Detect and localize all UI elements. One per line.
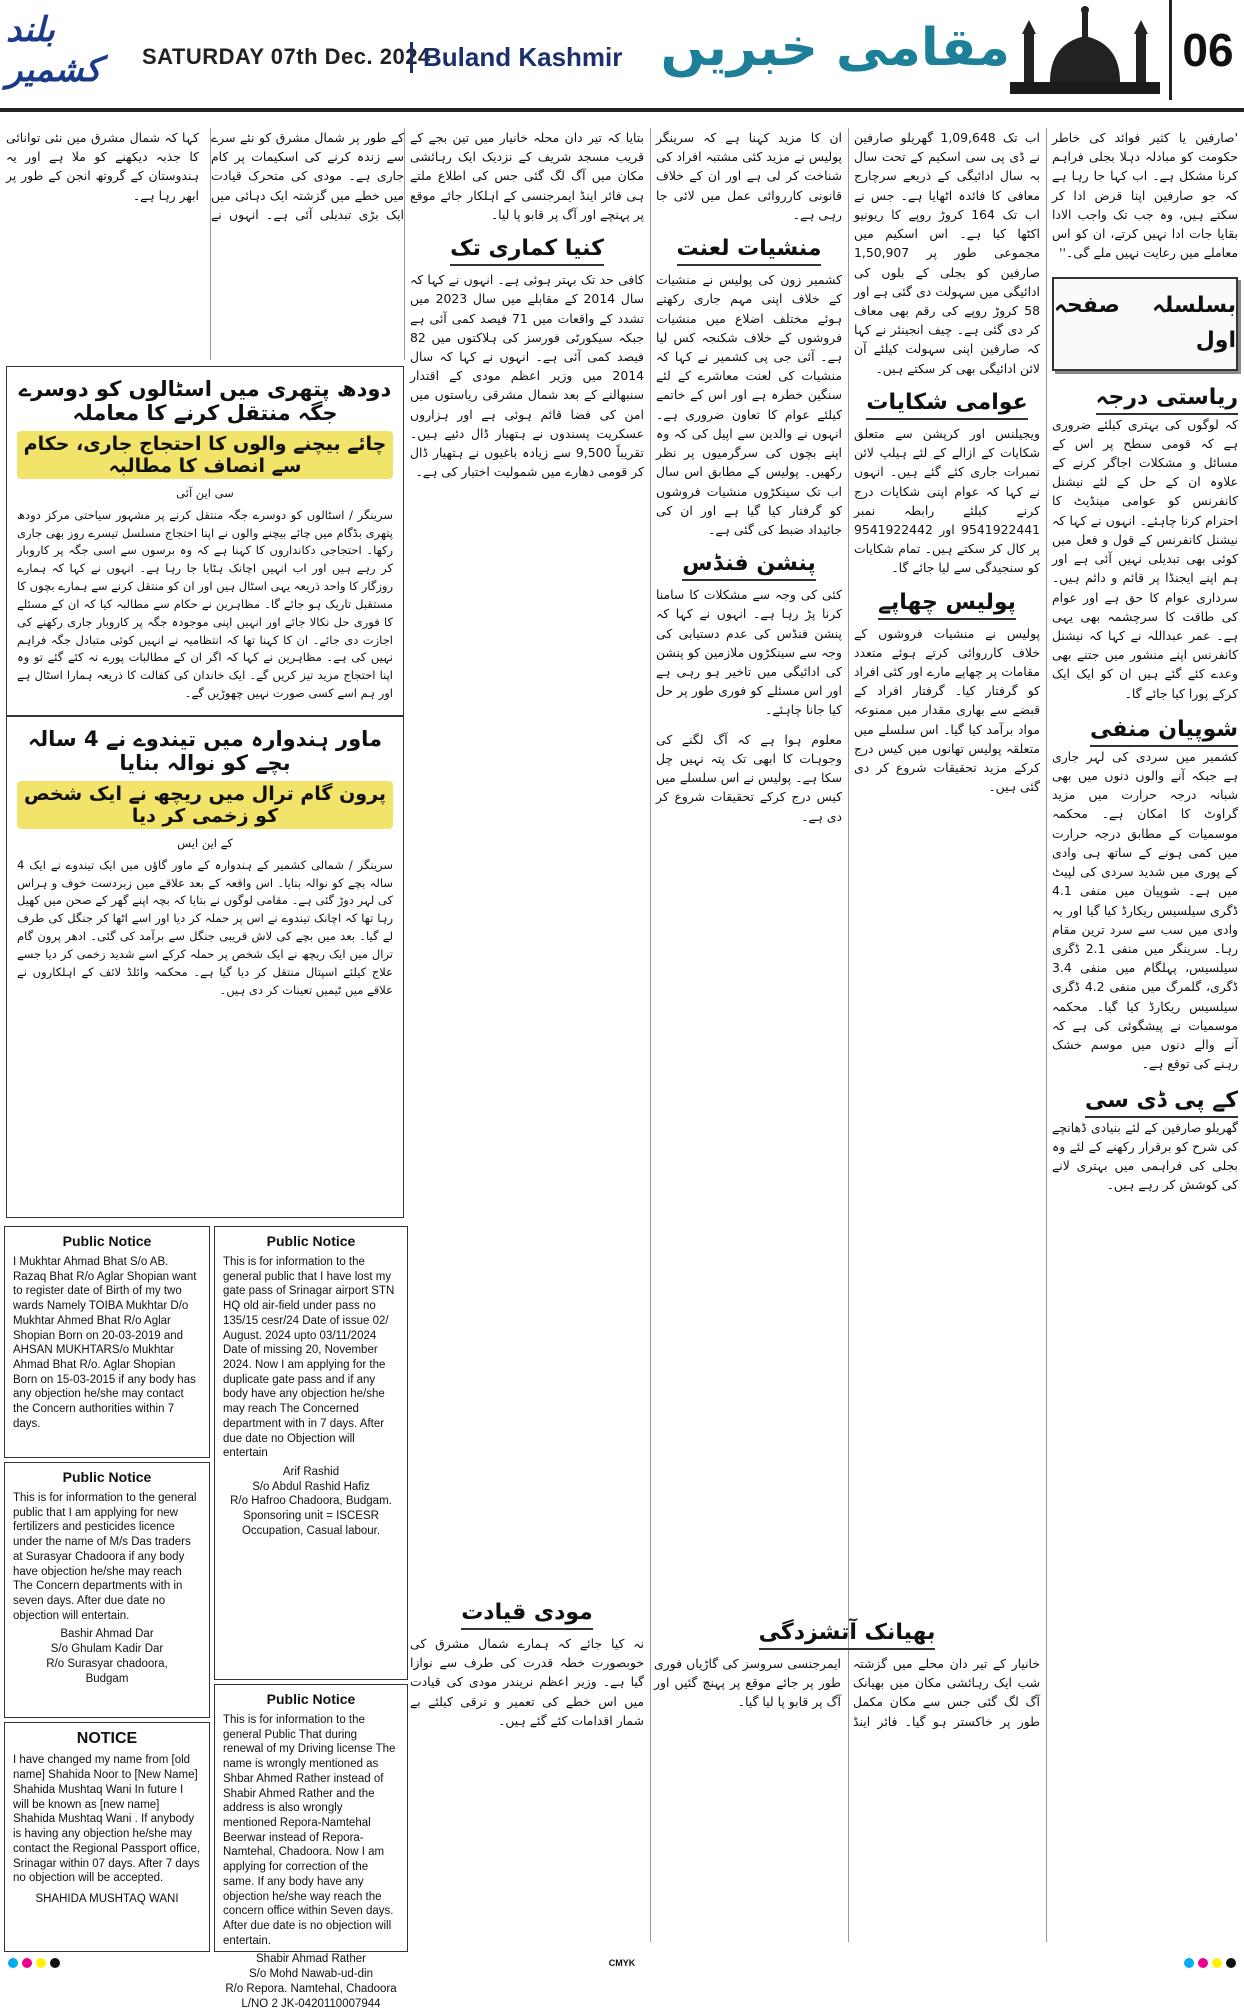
- notice-body: This is for information to the general public that I have lost my gate pass of Srinagar airport STN HQ old air-field under pass no 135/15 cesr/24 Date of issue 02/ August. 2024 upto 03/11/2024 Date of missing 20, November 2024. Now I am applying for the duplicate gate pass and if any body have any objection he/she may reach The Concerned department with in 7 days. After due date no Objection will entertain: [223, 1255, 395, 1460]
- story-subheadline: پرون گام ترال میں ریچھ نے ایک شخص کو زخمی کر دیا: [17, 781, 393, 829]
- color-swatches: [0, 1958, 68, 1968]
- story-body: سرینگر / شمالی کشمیر کے ہندوارہ کے ماور گاؤں میں ایک تیندوے نے ایک 4 سالہ بچے کو نوالہ بنایا۔ اس واقعہ کے بعد علاقے میں زبردست خوف و ہراس کی لہر دوڑ گئی ہے۔ مقامی لوگوں نے بتایا کہ بچہ اپنے گھر کے صحن میں کھیل رہا تھا کہ اچانک تیندوے نے اس پر حملہ کر دیا اور اسے اٹھا کر جنگل کی طرف لے گیا۔ بعد میں بچے کی لاش قریبی جنگل سے برآمد کی گئی۔ ادھر پرون گام ترال میں ایک ریچھ نے ایک شخص پر حملہ کرکے اسے شدید زخمی کر دیا جسے علاج کیلئے اسپتال منتقل کر دیا گیا ہے۔ محکمہ وائلڈ لائف کے اہلکاروں نے علاقے میں ٹیمیں تعینات کر دی ہیں۔: [17, 857, 393, 997]
- article-text: گھریلو صارفین کے لئے بنیادی ڈھانچے کی شرح کو برقرار رکھنے کے لئے وہ بجلی کی فراہمی میں بہتری لانے کی کوشش کر رہے ہیں۔: [1052, 1119, 1238, 1193]
- public-notice-licence: [4, 1462, 210, 1718]
- article-text: اب تک 1,09,648 گھریلو صارفین نے ڈی پی سی اسکیم کے تحت سال بہ سال ادائیگی کے ذریعے سرچارج معافی کا فائدہ اٹھایا ہے۔ جس نے اب تک 164 کروڑ روپے کا ریونیو اکٹھا کیا ہے۔ اس اسکیم میں مجموعی طور پر 1,50,907 صارفین کو بجلی کے بلوں کی ادائیگی میں سہولت دی گئی ہے اور 58 کروڑ روپے کی رقم بھی معاف کر دی گئی ہے۔ چیف انجینئر نے کہا کہ صارفین اپنی سہولت کیلئے آن لائن ادائیگی بھی کر سکتے ہیں۔: [854, 130, 1040, 376]
- page-number: 06: [1169, 0, 1244, 100]
- story-box-leopard-attack: [6, 716, 404, 1218]
- section-title: مقامی خبریں: [660, 18, 1010, 78]
- public-notice-birth-registration: [4, 1226, 210, 1458]
- article-text: بتایا کہ تیر دان محلہ خانیار میں تین بجے کے قریب مسجد شریف کے نزدیک ایک رہائشی مکان میں آگ لگ گئی جس کی اطلاع ملتے ہی فائر اینڈ ایمرجنسی کے اہلکار جائے موقع پر پہنچے اور آگ پر قابو پا لیا۔: [410, 130, 644, 222]
- section-heading: شوپیان منفی: [1090, 717, 1238, 747]
- print-registration-strip: [0, 1954, 1244, 1972]
- notice-body: I Mukhtar Ahmad Bhat S/o AB. Razaq Bhat R/o Aglar Shopian want to register date of Birth of my two wards Namely TOIBA Mukhtar D/o Mukhtar Ahmed Bhat R/o Aglar Shopian Born on 20-03-2019 and AHSAN MUKHTARS/o Mukhtar Ahmad Bhat R/o. Aglar Shopian Born on 15-03-2015 if any body has any objection he/she may contact the Concern authorities within 7 days.: [13, 1255, 197, 1430]
- column-2: [854, 128, 1040, 797]
- story-body: سرینگر / اسٹالوں کو دوسرے جگہ منتقل کرنے پر مشہور سیاحتی مرکز دودھ پتھری بڈگام میں چائے بیچنے والوں نے اپنا احتجاج مسلسل تیسرے روز بھی جاری رکھا۔ احتجاجی دکانداروں کا کہنا ہے کہ وہ برسوں سے اسی جگہ پر کاروبار کر رہے ہیں اور اب انہیں اچانک ہٹایا جا رہا ہے۔ انہوں نے کہا کہ ہمارے روزگار کا واحد ذریعہ یہی اسٹال ہیں اور ان کو منتقل کرنے سے ہمارے بچوں کا مستقبل تاریک ہو جائے گا۔ مظاہرین نے حکام سے مطالبہ کیا کہ ان کے مسئلے کا فوری حل نکالا جائے اور انہیں اپنی موجودہ جگہ پر کاروبار جاری رکھنے کی اجازت دی جائے۔ ان کا کہنا تھا کہ انتظامیہ نے انہیں کوئی متبادل جگہ فراہم نہیں کی ہے۔ مظاہرین نے کہا کہ اگر ان کے مطالبات پورے نہ کئے گئے تو وہ اپنا احتجاج مزید تیز کریں گے۔ ایک خاندان کی کفالت کا ذریعہ ہمارا اسٹال ہے اور ہم اسے کسی صورت نہیں چھوڑیں گے۔: [17, 507, 393, 700]
- newspaper-logo: بلند کشمیر: [6, 10, 102, 90]
- notice-body: This is for information to the general public that I am applying for new fertilizers and pesticides licence under the name of M/s Das traders at Surasyar Chadoora if any body have objection he/she may reach The Concern departments with in seven days. After due date no objection will entertain.: [13, 1491, 197, 1622]
- article-text: ان کا مزید کہنا ہے کہ سرینگر پولیس نے مزید کئی مشتبہ افراد کی شناخت کر لی ہے اور ان کے خلاف قانونی کارروائی عمل میں لائی جا رہی ہے۔: [656, 130, 842, 222]
- continuation-tag: بسلسلہ صفحہ اول: [1054, 293, 1236, 353]
- section-heading: کنیا کماری تک: [450, 236, 604, 266]
- public-notice-driving-license: [214, 1684, 408, 2010]
- article-text: نہ کیا جائے کہ ہمارے شمال مشرق کی خوبصورت خطہ قدرت کی طرف سے نوازا گیا ہے۔ وزیر اعظم نریندر مودی کی قیادت میں اس خطے کی تعمیر و ترقی کیلئے بے شمار اقدامات کئے گئے ہیں۔: [410, 1636, 644, 1728]
- notice-signature: SHAHIDA MUSHTAQ WANI: [35, 1892, 179, 1905]
- story-credit: کے این ایس: [177, 836, 233, 850]
- notice-body: I have changed my name from [old name] Shahida Noor to [New Name] Shahida Mushtaq Wani In future I will be known as [new name] Shahida Mushtaq Wani . If anybody is having any objection he/she may contact the Regional Passport office, Srinagar within 07 days. After 7 days no objection will be accepted.: [13, 1754, 201, 1885]
- date-line: SATURDAY 07th Dec. 2024: [142, 44, 431, 69]
- notice-title: Public Notice: [266, 1691, 356, 1707]
- article-text: کافی حد تک بہتر ہوئی ہے۔ انہوں نے کہا کہ سال 2014 کے مقابلے میں سال 2023 میں تشدد کے واقعات میں 71 فیصد کمی آئی ہے جبکہ سیکورٹی فورسز کی ہلاکتوں میں 82 فیصد کمی آئی ہے۔ انہوں نے کہا کہ سال 2014 میں وزیر اعظم مودی کے اقتدار سنبھالنے کے بعد شمال مشرقی ریاستوں میں امن کی فضا قائم ہوئی ہے اور ہزاروں عسکریت پسندوں نے ہتھیار ڈال دئیے ہیں۔ تقریباً 9,500 سے زیادہ باغیوں نے ہتھیار ڈال کر قومی دھارے میں شمولیت اختیار کی ہے۔: [410, 272, 645, 480]
- story-headline: ماور ہندوارہ میں تیندوے نے 4 سالہ بچے کو نوالہ بنایا: [27, 727, 383, 775]
- article-text: کشمیر زون کی پولیس نے منشیات کے خلاف اپنی مہم جاری رکھتے ہوئے مختلف اضلاع میں منشیات فروشوں کے خلاف شکنجہ کس لیا ہے۔ آئی جی پی کشمیر نے کہا کہ منشیات کی لعنت معاشرے کے لئے سنگین خطرہ ہے اور اس کے خاتمے کیلئے عوام کا تعاون ضروری ہے۔ انہوں نے والدین سے اپیل کی کہ وہ اپنے بچوں کی سرگرمیوں پر نظر رکھیں۔ پولیس کے مطابق اس سال اب تک سینکڑوں منشیات فروشوں کو گرفتار کیا گیا ہے اور ان کی جائیداد ضبط کی گئی ہے۔: [656, 272, 842, 537]
- header-rule: [0, 108, 1244, 112]
- section-title-banner: [640, 4, 1160, 100]
- section-heading: عوامی شکایات: [866, 390, 1027, 420]
- article-text: کئی کی وجہ سے مشکلات کا سامنا کرنا پڑ رہا ہے۔ انہوں نے کہا کہ پنشن فنڈس کی عدم دستیابی کی وجہ سے سینکڑوں ملازمین کو پنشن کی ادائیگی میں تاخیر ہو رہی ہے اور اس مسئلے کو فوری طور پر حل کیا جانا چاہئے۔: [656, 587, 842, 718]
- column-divider: [650, 128, 651, 1942]
- article-text: ویجیلنس اور کرپشن سے متعلق شکایات کے ازالے کے لئے ہیلپ لائن نمبرات جاری کئے گئے ہیں۔ انہوں نے کہا کہ عوام اپنی شکایات درج کرنے کیلئے رابطہ نمبر 9541922441 اور 9541922442 پر کال کر سکتے ہیں۔ تمام شکایات کو سنجیدگی سے لیا جائے گا۔: [854, 425, 1040, 576]
- section-heading: پولیس چھاپے: [878, 590, 1016, 620]
- column-5-top: [6, 128, 404, 224]
- notice-title: Public Notice: [266, 1233, 356, 1249]
- article-text: کہ لوگوں کی بہتری کیلئے ضروری ہے کہ قومی سطح پر اس کے مسائل و مشکلات اجاگر کرنے کے علاوہ ان کے حل کے لئے نیشنل کانفرنس کو عوامی مینڈیٹ کا احترام کرنا چاہئے۔ انہوں نے کہا کہ نیشنل کانفرنس کے قول و فعل میں کوئی بھی تبدیلی نہیں آئی ہے اور ہم اپنے ایجنڈا پر قائم و دائم ہیں۔ سرداری عوام کا حق ہے اور عوام کی طاقت کا سرچشمہ بھی یہی ہے۔ عمر عبداللہ نے کہا کہ نیشنل کانفرنس اپنے منشور میں جتنے بھی وعدے کئے گئے ہیں ان کو ایک ایک کرکے پورا کیا جائے گا۔: [1052, 416, 1238, 701]
- column-divider: [404, 128, 405, 360]
- color-swatches: [1176, 1958, 1244, 1968]
- public-notice-gate-pass: [214, 1226, 408, 1680]
- story-credit: سی این آئی: [176, 486, 234, 500]
- section-heading: مودی قیادت: [461, 1600, 593, 1630]
- column-4: [410, 128, 644, 482]
- notice-signature: Arif Rashid S/o Abdul Rashid Hafiz R/o Hafroo Chadoora, Budgam. Sponsoring unit = ISCESR Occupation, Casual labour.: [230, 1465, 392, 1537]
- column-3: [656, 128, 842, 826]
- paper-name: Buland Kashmir: [410, 42, 622, 73]
- article-text: کے طور پر شمال مشرق کو نئے سرے سے زندہ کرنے کی اسکیمات پر کام جاری ہے۔ مودی کی متحرک قیادت میں خطے میں گزشتہ ایک دہائی میں ایک بڑی تبدیلی آئی ہے۔ انہوں نے کہا کہ شمال مشرق میں نئی توانائی کا جذبہ دیکھنے کو ملا ہے اور یہ ہندوستان کے گروتھ انجن کے طور پر ابھر رہا ہے۔: [6, 130, 404, 222]
- notice-signature: Bashir Ahmad Dar S/o Ghulam Kadir Dar R/o Surasyar chadoora, Budgam: [46, 1628, 168, 1685]
- story-subheadline: چائے بیچنے والوں کا احتجاج جاری، حکام سے انصاف کا مطالبہ: [17, 431, 393, 479]
- article-text: معلوم ہوا ہے کہ آگ لگنے کی وجوہات کا ابھی تک پتہ نہیں چل سکا ہے۔ پولیس نے اس سلسلے میں کیس درج کرکے تحقیقات شروع کر دی ہے۔: [656, 731, 842, 824]
- section-heading: بھیانک آتشزدگی: [759, 1620, 936, 1650]
- mosque-icon: [1010, 4, 1160, 100]
- section-heading: پنشن فنڈس: [682, 551, 816, 581]
- notice-title: Public Notice: [62, 1233, 152, 1249]
- notice-signature: Shabir Ahmad Rather S/o Mohd Nawab-ud-din R/o Repora. Namtehal, Chadoora L/NO 2 JK-0420110007944: [225, 1953, 397, 2010]
- article-text: پولیس نے منشیات فروشوں کے خلاف کارروائی کرتے ہوئے متعدد مقامات پر چھاپے مارے اور کئی افراد کو گرفتار کیا۔ گرفتار افراد کے قبضے سے بھاری مقدار میں ممنوعہ مواد برآمد کیا گیا۔ اس سلسلے میں متعلقہ پولیس تھانوں میں کیس درج کرکے مزید تحقیقات شروع کر دی گئی ہیں۔: [854, 625, 1040, 795]
- column-divider: [1046, 128, 1047, 1942]
- name-change-notice: [4, 1722, 210, 1952]
- article-text: 'صارفین یا کثیر فوائد کی خاطر حکومت کو مبادلہ دہلا بجلی فراہم کرنا مشکل ہے۔ اب کہا جا رہا ہے کہ جو صارفین اپنا قرض ادا کر سکتے ہیں، وہ جب تک واجب الادا بقایا جات ادا نہیں کرتے، ان کو اس معاملے میں رعایت نہیں ملے گی۔'': [1052, 130, 1238, 261]
- article-text: خانیار کے تیر دان محلے میں گزشتہ شب ایک رہائشی مکان میں بھیانک آگ لگ گئی جس سے مکان مکمل طور پر خاکستر ہو گیا۔ فائر اینڈ ایمرجنسی سروسز کی گاڑیاں فوری طور پر جائے موقع پر پہنچ گئیں اور آگ پر قابو پا لیا گیا۔: [654, 1656, 1040, 1729]
- article-text: کشمیر میں سردی کی لہر جاری ہے جبکہ آنے والوں دنوں میں بھی شبانہ درجہ حرارت میں مزید گراوٹ کا امکان ہے۔ محکمہ موسمیات کے مطابق درجہ حرارت میں کمی ہونے کے ساتھ ہی وادی کے پوری میں شدید سردی کی لپیٹ میں ہے۔ شوپیان میں منفی 4.1 ڈگری سیلسیس ریکارڈ کیا گیا اور یہ وادی میں سب سے سرد ترین مقام رہا۔ سرینگر میں منفی 2.1 ڈگری سیلسیس، پہلگام میں منفی 3.4 ڈگری، گلمرگ میں منفی 4.2 ڈگری سیلسیس ریکارڈ کیا گیا۔ محکمہ موسمیات نے پیشگوئی کی ہے کہ آنے والے دنوں میں موسم خشک رہنے کی توقع ہے۔: [1052, 748, 1239, 1072]
- notice-body: This is for information to the general Public That during renewal of my Driving license The name is wrongly mentioned as Shbar Ahmed Rather instead of Shabir Ahmed Rather and the address is also wrongly mentioned Repora-Namtehal Beerwar instead of Repora-Namtehal, Chadoora. Now I am applying for correction of the same. If any body have any objection he/she way reach the concern office within Seven days. After due date is no objection will entertain.: [223, 1713, 396, 1947]
- notice-title: NOTICE: [76, 1730, 138, 1747]
- fire-story: [654, 1620, 1040, 1731]
- modi-story: [410, 1600, 644, 1730]
- section-heading: ریاستی درجہ: [1096, 385, 1238, 415]
- print-marks-label: CMYK: [608, 1958, 636, 1968]
- notice-title: Public Notice: [62, 1469, 152, 1485]
- story-headline: دودھ پتھری میں اسٹالوں کو دوسرے جگہ منتقل کرنے کا معاملہ: [18, 377, 392, 425]
- story-box-tea-stalls: [6, 366, 404, 716]
- section-heading: کے پی ڈی سی: [1085, 1088, 1238, 1118]
- section-heading: منشیات لعنت: [677, 236, 822, 266]
- column-1: [1052, 128, 1238, 1194]
- continuation-tag-box: [1052, 277, 1238, 371]
